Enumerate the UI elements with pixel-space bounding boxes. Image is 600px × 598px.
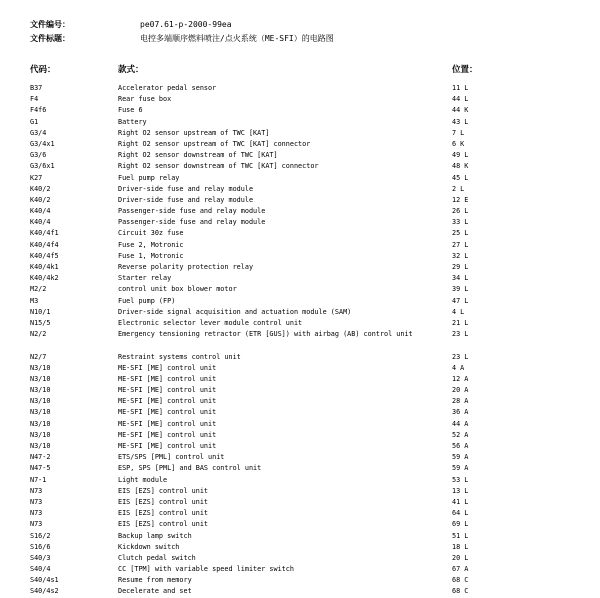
component-position: 20 A — [452, 386, 469, 395]
component-position: 26 L — [452, 207, 469, 216]
component-description: Kickdown switch — [118, 542, 180, 551]
table-row — [0, 519, 600, 530]
component-description: Passenger-side fuse and relay module — [118, 218, 266, 227]
table-row — [0, 83, 600, 94]
component-position: 4 L — [452, 307, 465, 316]
component-code: N47-2 — [30, 453, 51, 462]
component-code: N47-5 — [30, 464, 51, 473]
component-code: N3/10 — [30, 430, 51, 439]
table-row — [0, 240, 600, 251]
column-header-code: 代码： — [30, 65, 56, 75]
table-row — [0, 407, 600, 418]
component-code: K40/2 — [30, 195, 51, 204]
doc-number-value: pe07.61-p-2000-99ea — [140, 20, 232, 29]
component-position: 7 L — [452, 128, 465, 137]
table-row — [0, 318, 600, 329]
table-row — [0, 419, 600, 430]
table-row — [0, 228, 600, 239]
component-position: 52 A — [452, 430, 469, 439]
component-description: Decelerate and set — [118, 587, 192, 596]
table-row — [0, 94, 600, 105]
component-description: ME-SFI [ME] control unit — [118, 374, 217, 383]
component-description: Backup lamp switch — [118, 531, 192, 540]
column-header-desc: 款式： — [118, 65, 144, 75]
component-description: Fuel pump relay — [118, 173, 180, 182]
table-row — [0, 452, 600, 463]
component-position: 12 E — [452, 195, 469, 204]
component-code: K40/4 — [30, 218, 51, 227]
table-row — [0, 363, 600, 374]
table-row — [0, 497, 600, 508]
component-position: 59 A — [452, 453, 469, 462]
component-position: 53 L — [452, 475, 469, 484]
component-position: 23 L — [452, 330, 469, 339]
component-description: ME-SFI [ME] control unit — [118, 419, 217, 428]
component-code: G3/6 — [30, 151, 47, 160]
table-row — [0, 284, 600, 295]
component-position: 48 K — [452, 162, 469, 171]
component-table — [0, 83, 600, 598]
component-position: 18 L — [452, 542, 469, 551]
component-description: CC [TPM] with variable speed limiter switch — [118, 565, 294, 574]
component-description: Circuit 30z fuse — [118, 229, 184, 238]
table-row — [0, 251, 600, 262]
table-row — [0, 564, 600, 575]
component-code: N3/10 — [30, 397, 51, 406]
component-description: EIS [EZS] control unit — [118, 509, 209, 518]
component-description: Passenger-side fuse and relay module — [118, 207, 266, 216]
component-code: K40/4 — [30, 207, 51, 216]
component-position: 41 L — [452, 497, 469, 506]
component-code: N3/10 — [30, 374, 51, 383]
table-row — [0, 262, 600, 273]
component-code: K40/4k2 — [30, 274, 59, 283]
component-code: S40/4s1 — [30, 576, 59, 585]
component-position: 68 C — [452, 587, 469, 596]
component-code: S40/4 — [30, 565, 51, 574]
table-row — [0, 184, 600, 195]
component-position: 36 A — [452, 408, 469, 417]
component-description: EIS [EZS] control unit — [118, 497, 209, 506]
component-description: ME-SFI [ME] control unit — [118, 430, 217, 439]
component-description: ME-SFI [ME] control unit — [118, 363, 217, 372]
component-description: ME-SFI [ME] control unit — [118, 442, 217, 451]
component-position: 4 A — [452, 363, 465, 372]
component-position: 11 L — [452, 84, 469, 92]
component-position: 23 L — [452, 352, 469, 361]
component-position: 33 L — [452, 218, 469, 227]
component-position: 2 L — [452, 184, 465, 193]
component-position: 51 L — [452, 531, 469, 540]
component-code: N2/2 — [30, 330, 47, 339]
component-position: 67 A — [452, 565, 469, 574]
component-description: Right O2 sensor downstream of TWC [KAT] connector — [118, 162, 319, 171]
component-position: 21 L — [452, 318, 469, 327]
component-position: 45 L — [452, 173, 469, 182]
component-description: Fuse 6 — [118, 106, 143, 115]
component-position: 47 L — [452, 296, 469, 305]
component-code: N15/5 — [30, 318, 51, 327]
table-row — [0, 139, 600, 150]
table-row — [0, 374, 600, 385]
component-description: Right O2 sensor upstream of TWC [KAT] — [118, 128, 270, 137]
table-row — [0, 273, 600, 284]
component-position: 28 A — [452, 397, 469, 406]
component-position: 44 L — [452, 95, 469, 104]
component-code: G1 — [30, 117, 39, 126]
table-row — [0, 296, 600, 307]
component-code: S40/4s2 — [30, 587, 59, 596]
table-row — [0, 217, 600, 228]
component-position: 27 L — [452, 240, 469, 249]
table-row — [0, 206, 600, 217]
component-code: N3/10 — [30, 419, 51, 428]
component-description: Resume from memory — [118, 576, 192, 585]
component-description: Restraint systems control unit — [118, 352, 241, 361]
component-code: F4 — [30, 95, 39, 104]
component-position: 69 L — [452, 520, 469, 529]
component-description: Driver-side fuse and relay module — [118, 195, 254, 204]
component-position: 59 A — [452, 464, 469, 473]
component-description: Emergency tensioning retractor (ETR [GUS]) with airbag (AB) control unit — [118, 330, 413, 339]
component-description: ESP, SPS [PML] and BAS control unit — [118, 464, 262, 473]
component-code: G3/6x1 — [30, 162, 55, 171]
component-code: G3/4 — [30, 128, 47, 137]
component-code: N7-1 — [30, 475, 47, 484]
component-position: 49 L — [452, 151, 469, 160]
component-position: 32 L — [452, 251, 469, 260]
component-description: Rear fuse box — [118, 95, 172, 104]
component-position: 64 L — [452, 509, 469, 518]
component-description: EIS [EZS] control unit — [118, 520, 209, 529]
table-row — [0, 531, 600, 542]
component-description: Right O2 sensor upstream of TWC [KAT] connector — [118, 139, 311, 148]
component-code: M2/2 — [30, 285, 47, 294]
component-position: 56 A — [452, 442, 469, 451]
component-code: K40/4f1 — [30, 229, 59, 238]
doc-title-value: 电控多端顺序燃料喷注/点火系统（ME-SFI）的电路图 — [140, 34, 334, 43]
component-position: 68 C — [452, 576, 469, 585]
component-code: G3/4x1 — [30, 139, 55, 148]
component-code: K40/4f4 — [30, 240, 59, 249]
component-position: 34 L — [452, 274, 469, 283]
component-code: B37 — [30, 84, 43, 92]
component-description: Clutch pedal switch — [118, 553, 196, 562]
table-row — [0, 117, 600, 128]
table-row — [0, 553, 600, 564]
component-code: N73 — [30, 497, 43, 506]
component-code: N73 — [30, 509, 43, 518]
component-position: 44 A — [452, 419, 469, 428]
component-code: M3 — [30, 296, 39, 305]
component-code: N10/1 — [30, 307, 51, 316]
component-position: 13 L — [452, 486, 469, 495]
table-row — [0, 195, 600, 206]
table-row — [0, 105, 600, 116]
table-row — [0, 396, 600, 407]
table-row — [0, 161, 600, 172]
table-row — [0, 150, 600, 161]
component-position: 39 L — [452, 285, 469, 294]
component-position: 44 K — [452, 106, 469, 115]
table-row — [0, 463, 600, 474]
component-position: 6 K — [452, 139, 465, 148]
component-position: 29 L — [452, 263, 469, 271]
component-code: K40/4f5 — [30, 251, 59, 260]
component-code: S16/2 — [30, 531, 51, 540]
table-row — [0, 486, 600, 497]
component-description: Accelerator pedal sensor — [118, 84, 217, 92]
table-row — [0, 475, 600, 486]
component-code: N3/10 — [30, 408, 51, 417]
component-code: S16/6 — [30, 542, 51, 551]
table-row — [0, 385, 600, 396]
component-description: Fuse 1, Motronic — [118, 251, 184, 260]
doc-title-label: 文件标题： — [30, 34, 70, 43]
component-code: N3/10 — [30, 442, 51, 451]
component-code: N73 — [30, 486, 43, 495]
component-code: N2/7 — [30, 352, 47, 361]
component-code: K40/2 — [30, 184, 51, 193]
component-description: ME-SFI [ME] control unit — [118, 408, 217, 417]
component-description: Reverse polarity protection relay — [118, 263, 254, 271]
component-description: Driver-side fuse and relay module — [118, 184, 254, 193]
component-description: Electronic selector lever module control unit — [118, 318, 303, 327]
table-row — [0, 329, 600, 351]
component-position: 12 A — [452, 374, 469, 383]
component-description: ME-SFI [ME] control unit — [118, 386, 217, 395]
component-description: Starter relay — [118, 274, 172, 283]
table-row — [0, 173, 600, 184]
component-description: Battery — [118, 117, 147, 126]
table-row — [0, 128, 600, 139]
component-code: S40/3 — [30, 553, 51, 562]
component-description: Fuel pump (FP) — [118, 296, 176, 305]
component-code: F4f6 — [30, 106, 47, 115]
component-description: Right O2 sensor downstream of TWC [KAT] — [118, 151, 278, 160]
table-row — [0, 430, 600, 441]
component-description: control unit box blower motor — [118, 285, 237, 294]
component-position: 43 L — [452, 117, 469, 126]
table-row — [0, 508, 600, 519]
component-code: N73 — [30, 520, 43, 529]
component-code: N3/10 — [30, 363, 51, 372]
column-header-pos: 位置： — [452, 65, 478, 75]
table-row — [0, 307, 600, 318]
component-position: 25 L — [452, 229, 469, 238]
component-code: K40/4k1 — [30, 263, 59, 271]
table-row — [0, 441, 600, 452]
component-description: Driver-side signal acquisition and actuation module (SAM) — [118, 307, 352, 316]
table-row — [0, 542, 600, 553]
component-code: K27 — [30, 173, 43, 182]
component-description: ETS/SPS [PML] control unit — [118, 453, 225, 462]
component-description: EIS [EZS] control unit — [118, 486, 209, 495]
doc-number-label: 文件编号： — [30, 20, 70, 29]
component-code: N3/10 — [30, 386, 51, 395]
component-description: Light module — [118, 475, 168, 484]
table-row — [0, 352, 600, 363]
component-description: ME-SFI [ME] control unit — [118, 397, 217, 406]
component-description: Fuse 2, Motronic — [118, 240, 184, 249]
table-row — [0, 575, 600, 586]
component-position: 20 L — [452, 553, 469, 562]
